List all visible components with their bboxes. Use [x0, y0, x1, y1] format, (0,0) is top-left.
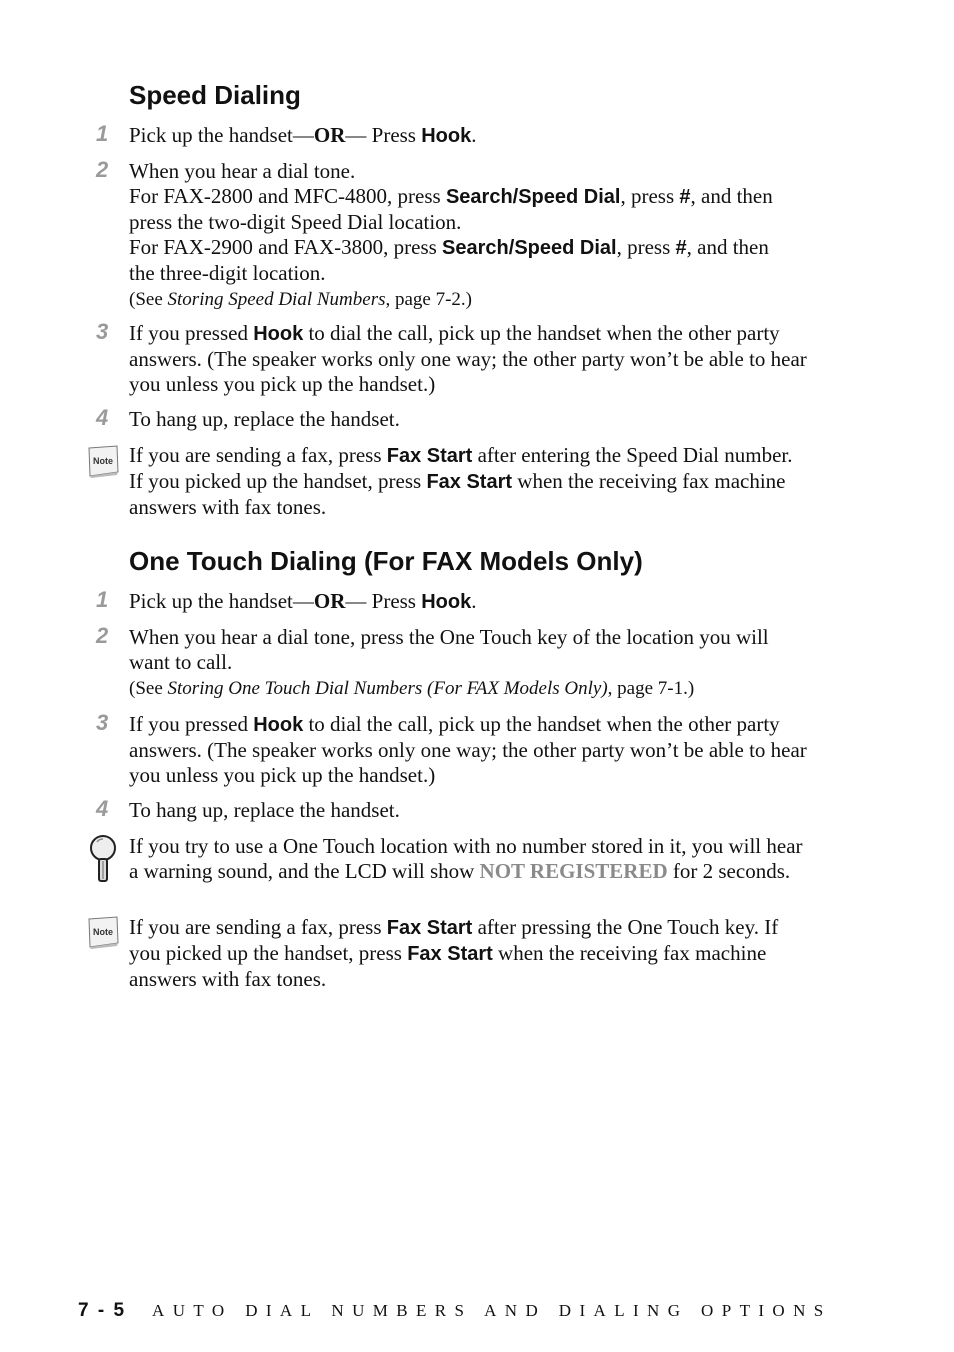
text-run: (See [129, 678, 168, 699]
text-run: (See [129, 289, 168, 310]
text-run: you unless you pick up the handset.) [129, 763, 436, 787]
text-run: , page 7-1.) [607, 678, 695, 699]
step-text [129, 589, 829, 615]
text-line [129, 495, 829, 520]
note-icon-label: Note [93, 927, 113, 937]
text-line [129, 347, 829, 372]
text-run: after entering the Speed Dial number. [472, 443, 793, 467]
text-run: When you hear a dial tone, press the One Touch key of the location you will [129, 625, 769, 649]
key-name: Fax Start [386, 917, 473, 939]
text-run: Storing One Touch Dial Numbers (For FAX Models Only) [167, 678, 608, 699]
page-number: 7 - 5 [78, 1300, 127, 1321]
step-text [129, 625, 829, 701]
text-line [129, 372, 829, 397]
step-text [129, 798, 829, 823]
text-run: a warning sound, and the LCD will show [129, 859, 480, 883]
note-icon [86, 915, 120, 949]
text-run: . [471, 123, 477, 147]
text-run: To hang up, replace the handset. [129, 407, 400, 431]
page-footer [78, 1300, 832, 1322]
text-run: When you hear a dial tone. [129, 159, 356, 183]
text-run: For FAX-2900 and FAX-3800, press [129, 235, 443, 259]
text-line [129, 235, 829, 261]
step-number: 1 [96, 587, 109, 612]
text-run: after pressing the One Touch key. If [472, 915, 779, 939]
text-run: to dial the call, pick up the handset when the other party [303, 321, 780, 345]
text-line [129, 738, 829, 763]
chapter-title: AUTO DIAL NUMBERS AND DIALING OPTIONS [152, 1301, 832, 1320]
text-line [129, 859, 829, 884]
text-run: Pick up the handset— [129, 123, 314, 147]
text-line [129, 763, 829, 788]
text-line [129, 712, 829, 738]
text-run: answers with fax tones. [129, 967, 327, 991]
text-run: press the two-digit Speed Dial location. [129, 210, 462, 234]
text-line [129, 589, 829, 615]
text-run: If you are sending a fax, press [129, 443, 387, 467]
text-run: OR [313, 123, 346, 147]
text-run: . [471, 589, 477, 613]
step-text [129, 321, 829, 397]
key-name: Hook [253, 714, 304, 736]
text-run: If you are sending a fax, press [129, 915, 387, 939]
text-line [129, 210, 829, 235]
key-name: Hook [421, 125, 472, 147]
text-line [129, 123, 829, 149]
text-line [129, 798, 829, 823]
text-line [129, 286, 829, 312]
text-line [129, 321, 829, 347]
step-number: 3 [96, 319, 109, 344]
note-icon [86, 444, 120, 478]
text-run: If you pressed [129, 321, 254, 345]
text-run: , page 7-2.) [385, 289, 473, 310]
tip-text [129, 834, 829, 884]
text-run: , press [620, 184, 680, 208]
section-title-speed-dialing: Speed Dialing [129, 80, 301, 110]
lcd-message: NOT REGISTERED [479, 859, 668, 883]
lightbulb-icon [86, 834, 120, 884]
text-line [129, 261, 829, 286]
text-run: want to call. [129, 650, 233, 674]
key-name: # [679, 186, 691, 208]
key-name: Fax Start [407, 943, 493, 965]
key-name: # [675, 237, 687, 259]
text-line [129, 625, 829, 650]
key-name: Hook [253, 323, 304, 345]
note-text [129, 443, 829, 520]
step-number: 4 [96, 405, 109, 430]
text-run: answers. (The speaker works only one way; the other party won’t be able to hear [129, 738, 807, 762]
key-name: Hook [421, 591, 472, 613]
text-run: , and then [690, 184, 773, 208]
text-line [129, 443, 829, 469]
text-run: for 2 seconds. [667, 859, 791, 883]
text-run: , and then [686, 235, 769, 259]
step-number: 2 [96, 157, 109, 182]
text-line [129, 967, 829, 992]
text-run: you unless you pick up the handset.) [129, 372, 436, 396]
step-text [129, 407, 829, 432]
text-run: For FAX-2800 and MFC-4800, press [129, 184, 446, 208]
step-number: 3 [96, 710, 109, 735]
text-run: If you try to use a One Touch location with no number stored in it, you will hear [129, 834, 803, 858]
text-line [129, 159, 829, 184]
text-run: — Press [345, 589, 422, 613]
text-run: when the receiving fax machine [492, 941, 767, 965]
text-run: If you picked up the handset, press [129, 469, 427, 493]
key-name: Fax Start [386, 445, 473, 467]
text-run: answers with fax tones. [129, 495, 327, 519]
step-number: 2 [96, 623, 109, 648]
key-name: Fax Start [426, 471, 513, 493]
text-run: to dial the call, pick up the handset when the other party [303, 712, 780, 736]
text-run: — Press [345, 123, 422, 147]
text-run: the three-digit location. [129, 261, 326, 285]
step-number: 1 [96, 121, 109, 146]
text-line [129, 915, 829, 941]
section-title-one-touch-dialing: One Touch Dialing (For FAX Models Only) [129, 546, 643, 576]
step-text [129, 123, 829, 149]
note-icon-label: Note [93, 456, 113, 466]
text-line [129, 184, 829, 210]
text-run: To hang up, replace the handset. [129, 798, 400, 822]
text-run: answers. (The speaker works only one way; the other party won’t be able to hear [129, 347, 807, 371]
text-line [129, 650, 829, 675]
step-number: 4 [96, 796, 109, 821]
text-run: OR [313, 589, 346, 613]
step-text [129, 712, 829, 788]
text-run: Pick up the handset— [129, 589, 314, 613]
text-line [129, 834, 829, 859]
key-name: Search/Speed Dial [442, 237, 617, 259]
step-text [129, 159, 829, 312]
text-line [129, 941, 829, 967]
text-line [129, 675, 829, 701]
text-run: If you pressed [129, 712, 254, 736]
text-line [129, 469, 829, 495]
text-run: you picked up the handset, press [129, 941, 408, 965]
text-line [129, 407, 829, 432]
text-run: , press [616, 235, 676, 259]
note-text [129, 915, 829, 992]
text-run: when the receiving fax machine [512, 469, 786, 493]
text-run: Storing Speed Dial Numbers [167, 289, 386, 310]
key-name: Search/Speed Dial [445, 186, 621, 208]
